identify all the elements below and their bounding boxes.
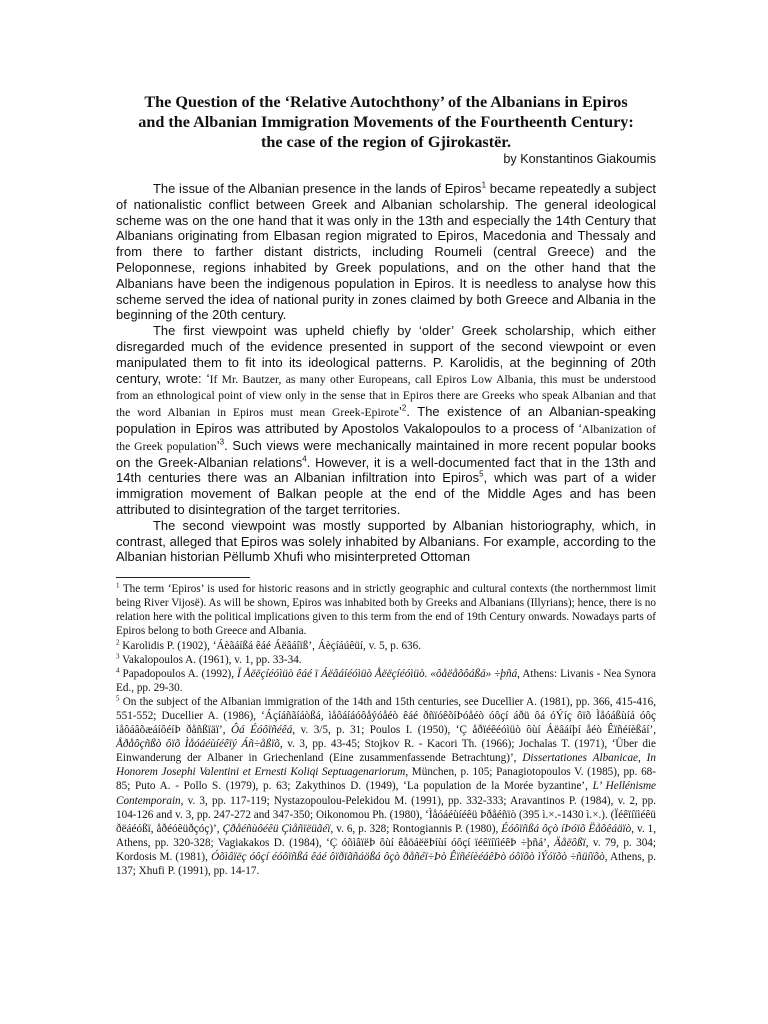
journal-title: Ôá Éóôïñéêá — [230, 724, 293, 737]
book-title: Éóôïñßá ôçò íÞóïõ Ëåõêáäïò — [501, 822, 632, 835]
book-title: Óõìâïëç óôçí éóôïñßá êáé ôïðïãñáößá ôçò ðåñéï÷Þò ÊïñéíèéáêÞò óôïõò ìÝóïõò ÷ñüíïõò — [211, 850, 605, 863]
footnote-ref-5[interactable]: 5 — [479, 470, 484, 480]
text-span: ’ — [398, 404, 402, 420]
journal-title: L’ Hellénisme Contemporain — [116, 780, 656, 807]
footnote-4 — [116, 667, 656, 695]
footnote-text: , v. 6, p. 328; Rontogiannis P. (1980), — [330, 822, 502, 835]
footnotes — [116, 582, 656, 878]
text-span: The issue of the Albanian presence in the lands of Epiros — [153, 181, 482, 196]
title-line-2: and the Albanian Immigration Movements of the Fourtheenth Century: — [138, 113, 634, 131]
footnote-ref-1[interactable]: 1 — [481, 180, 487, 190]
book-title: Ï Åëëçíéóìüò êáé ï Áëâáíéóìüò Åëëçíéóìüò. «ôåëåõôáßá» ÷þñá — [237, 667, 518, 680]
title-line-3: the case of the region of Gjirokastër. — [260, 133, 512, 151]
footnote-divider — [116, 577, 250, 578]
journal-title: Åðåôçñßò ôïõ Ìåóáéùíéêïý Áñ÷åßïõ — [116, 738, 280, 751]
footnote-text: , v. 3, pp. 117-119; Nystazopoulou-Pelekidou M. (1991), pp. 332-333; Aravantinos P. (1984), v. 2, pp. 104-126 and v. 3, pp. 247-272 and 347-350; Oikonomou Ph. (1980), ‘Ìåóáéùíéêü Þðåéñïò (395 ì.×.-1430 ì.×.). (Ïéêïíïìéêü ðëáéóßï, åðéóêüðçóç)’, — [116, 794, 656, 835]
footnote-number: 5 — [116, 694, 120, 703]
journal-title: Äåëôßï — [554, 836, 586, 849]
footnote-text: , v. 79, p. 304; Kordosis M. (1981), — [116, 836, 657, 863]
text-span: . Such views were mechanically maintained in more recent popular books on the Greek-Albanian relations — [116, 437, 656, 470]
body-text — [116, 181, 656, 565]
paragraph-3: The second viewpoint was mostly supported by Albanian historiography, which, in contrast, alleged that Epiros was solely inhabited by Albanians. For example, according to the Albanian historian Pëllumb Xhufi who misinterpreted Ottoman — [116, 517, 656, 565]
paragraph-1 — [116, 181, 656, 323]
footnote-2 — [116, 639, 656, 653]
footnote-ref-3[interactable]: 3 — [219, 437, 225, 447]
footnote-number: 2 — [116, 637, 120, 646]
footnote-5 — [116, 695, 656, 878]
paragraph-2 — [116, 323, 656, 518]
text-span: The first viewpoint was upheld chiefly by ‘older’ Greek scholarship, which either disregarded much of the evidence presented in support of the second viewpoint or even manipulated them to fit into its ideological patterns. P. Karolidis, at the beginning of 20th century, wrote: ‘ — [116, 323, 656, 386]
book-title: Dissertationes Albanicae, In Honorem Josephi Valentini et Ernesti Koliqi Septuagenariorum — [116, 752, 656, 779]
footnote-text: , Athens, p. 137; Xhufi P. (1991), pp. 14-17. — [116, 850, 656, 877]
footnote-text: , Athens: Livanis - Nea Synora Ed., pp. 29-30. — [116, 667, 656, 694]
author-byline: by Konstantinos Giakoumis — [503, 152, 656, 166]
text-span: . However, it is a well-documented fact that in the 13th and 14th centuries there was an Albanian infiltration into Epiros — [116, 454, 656, 486]
text-span: , which was part of a wider immigration movement of Balkan people at the end of the Middle Ages and has been attributed to disintegration of the target territories. — [116, 470, 656, 517]
footnote-number: 1 — [116, 581, 120, 590]
footnote-text: , v. 1, Athens, pp. 320-328; Vagiakakos D. (1984), ‘Ç óõìâïëÞ ôùí êåöáëëÞíùí óôçí ïéêïíïìéêÞ ÷þñá’, — [116, 822, 656, 849]
footnote-text: The term ‘Epiros’ is used for historic reasons and in strictly geographic and cultural contexts (the northernmost limit being River Vijosë). As will be shown, Epiros was inhabited both by Greeks and Albanians (Illyrians); hence, there is no relation here with the political implications given to this term from the end of 19th Century onwards. Nowadays parts of Epiros belong to both Greece and Albania. — [116, 583, 656, 638]
footnote-number: 4 — [116, 665, 120, 674]
footnote-text: Vakalopoulos A. (1961), v. 1, pp. 33-34. — [119, 653, 302, 666]
footnote-number: 3 — [116, 651, 120, 660]
text-span: ’ — [216, 437, 220, 453]
karolidis-quote: If Mr. Bautzer, as many other Europeans, call Epiros Low Albania, this must be understood from an ethnological point of view only in the sense that in Epiros there are Greeks who speak Albanian and that the word Albanian in Epiros must mean Greek-Epirote — [116, 372, 656, 420]
footnote-text: Papadopoulos A. (1992), — [119, 667, 238, 680]
footnote-3 — [116, 653, 656, 667]
text-span: . The existence of an Albanian-speaking population in Epiros was attributed by Apostolos Vakalopoulos to a process of ‘ — [116, 404, 656, 436]
vakalopoulos-quote: Albanization of the Greek population — [116, 422, 656, 453]
footnote-ref-4[interactable]: 4 — [302, 454, 307, 464]
footnote-text: , München, p. 105; Panagiotopoulos V. (1985), pp. 68-85; Puto A. - Pollo S. (1979), p. 63; Zakythinos D. (1949), ‘La population de la Morée byzantine’, — [116, 766, 656, 793]
footnote-1 — [116, 582, 656, 638]
title-line-1: The Question of the ‘Relative Autochthony’ of the Albanians in Epiros — [144, 93, 628, 111]
journal-title: Çðåéñùôéêü Çìåñïëüãéï — [222, 822, 331, 835]
footnote-ref-2[interactable]: 2 — [401, 403, 407, 413]
text-span: became repeatedly a subject of nationalistic conflict between Greek and Albanian scholarship. The general ideological scheme was on the one hand that it was only in the 13th and especially the 14th Century that Albanians originating from Elbasan region migrated to Epiros, Macedonia and Thessaly and from there to farther distant districts, including Roumeli (central Greece) and the Peloponnese, regions inhabited by Greek populations, and on the other hand that the Albanians have been the indigenous population in Epiros. It is needless to analyse how this scheme served the idea of national purity in zones claimed by both Greece and Albania in the beginning of the 20th century. — [116, 181, 657, 323]
paper-title — [116, 92, 656, 152]
footnote-text: , v. 3, pp. 43-45; Stojkov R. - Kacori Th. (1966); Jochalas T. (1971), ‘Über die Einwanderung der Albaner in Griechenland (Eine zusammenfassende Betrachtung)’, — [116, 738, 656, 765]
footnote-text: , v. 3/5, p. 31; Poulos I. (1950), ‘Ç åðïéêéóìüò ôùí Áëâáíþí åéò Êïñéíèßáí’, — [292, 724, 656, 737]
footnote-text: Karolidis P. (1902), ‘Áèãáíßá êáé Áëâáíïß’, Áèçíáúêüí, v. 5, p. 636. — [119, 639, 422, 652]
footnote-text: On the subject of the Albanian immigration of the 14th and 15th centuries, see Ducellier A. (1981), pp. 366, 415-416, 551-552; Ducellier A. (1986), ‘Áçíáñãíáòßá, ìåôáíáóôåýóåéò êáé ðñïóêõíÞóåéò óôçí áðü ôá óÝíç ôïõ Ìåóáßùíá óôç ìåôáâõæáíôéíÞ ðåñßïäï’, — [116, 695, 656, 737]
